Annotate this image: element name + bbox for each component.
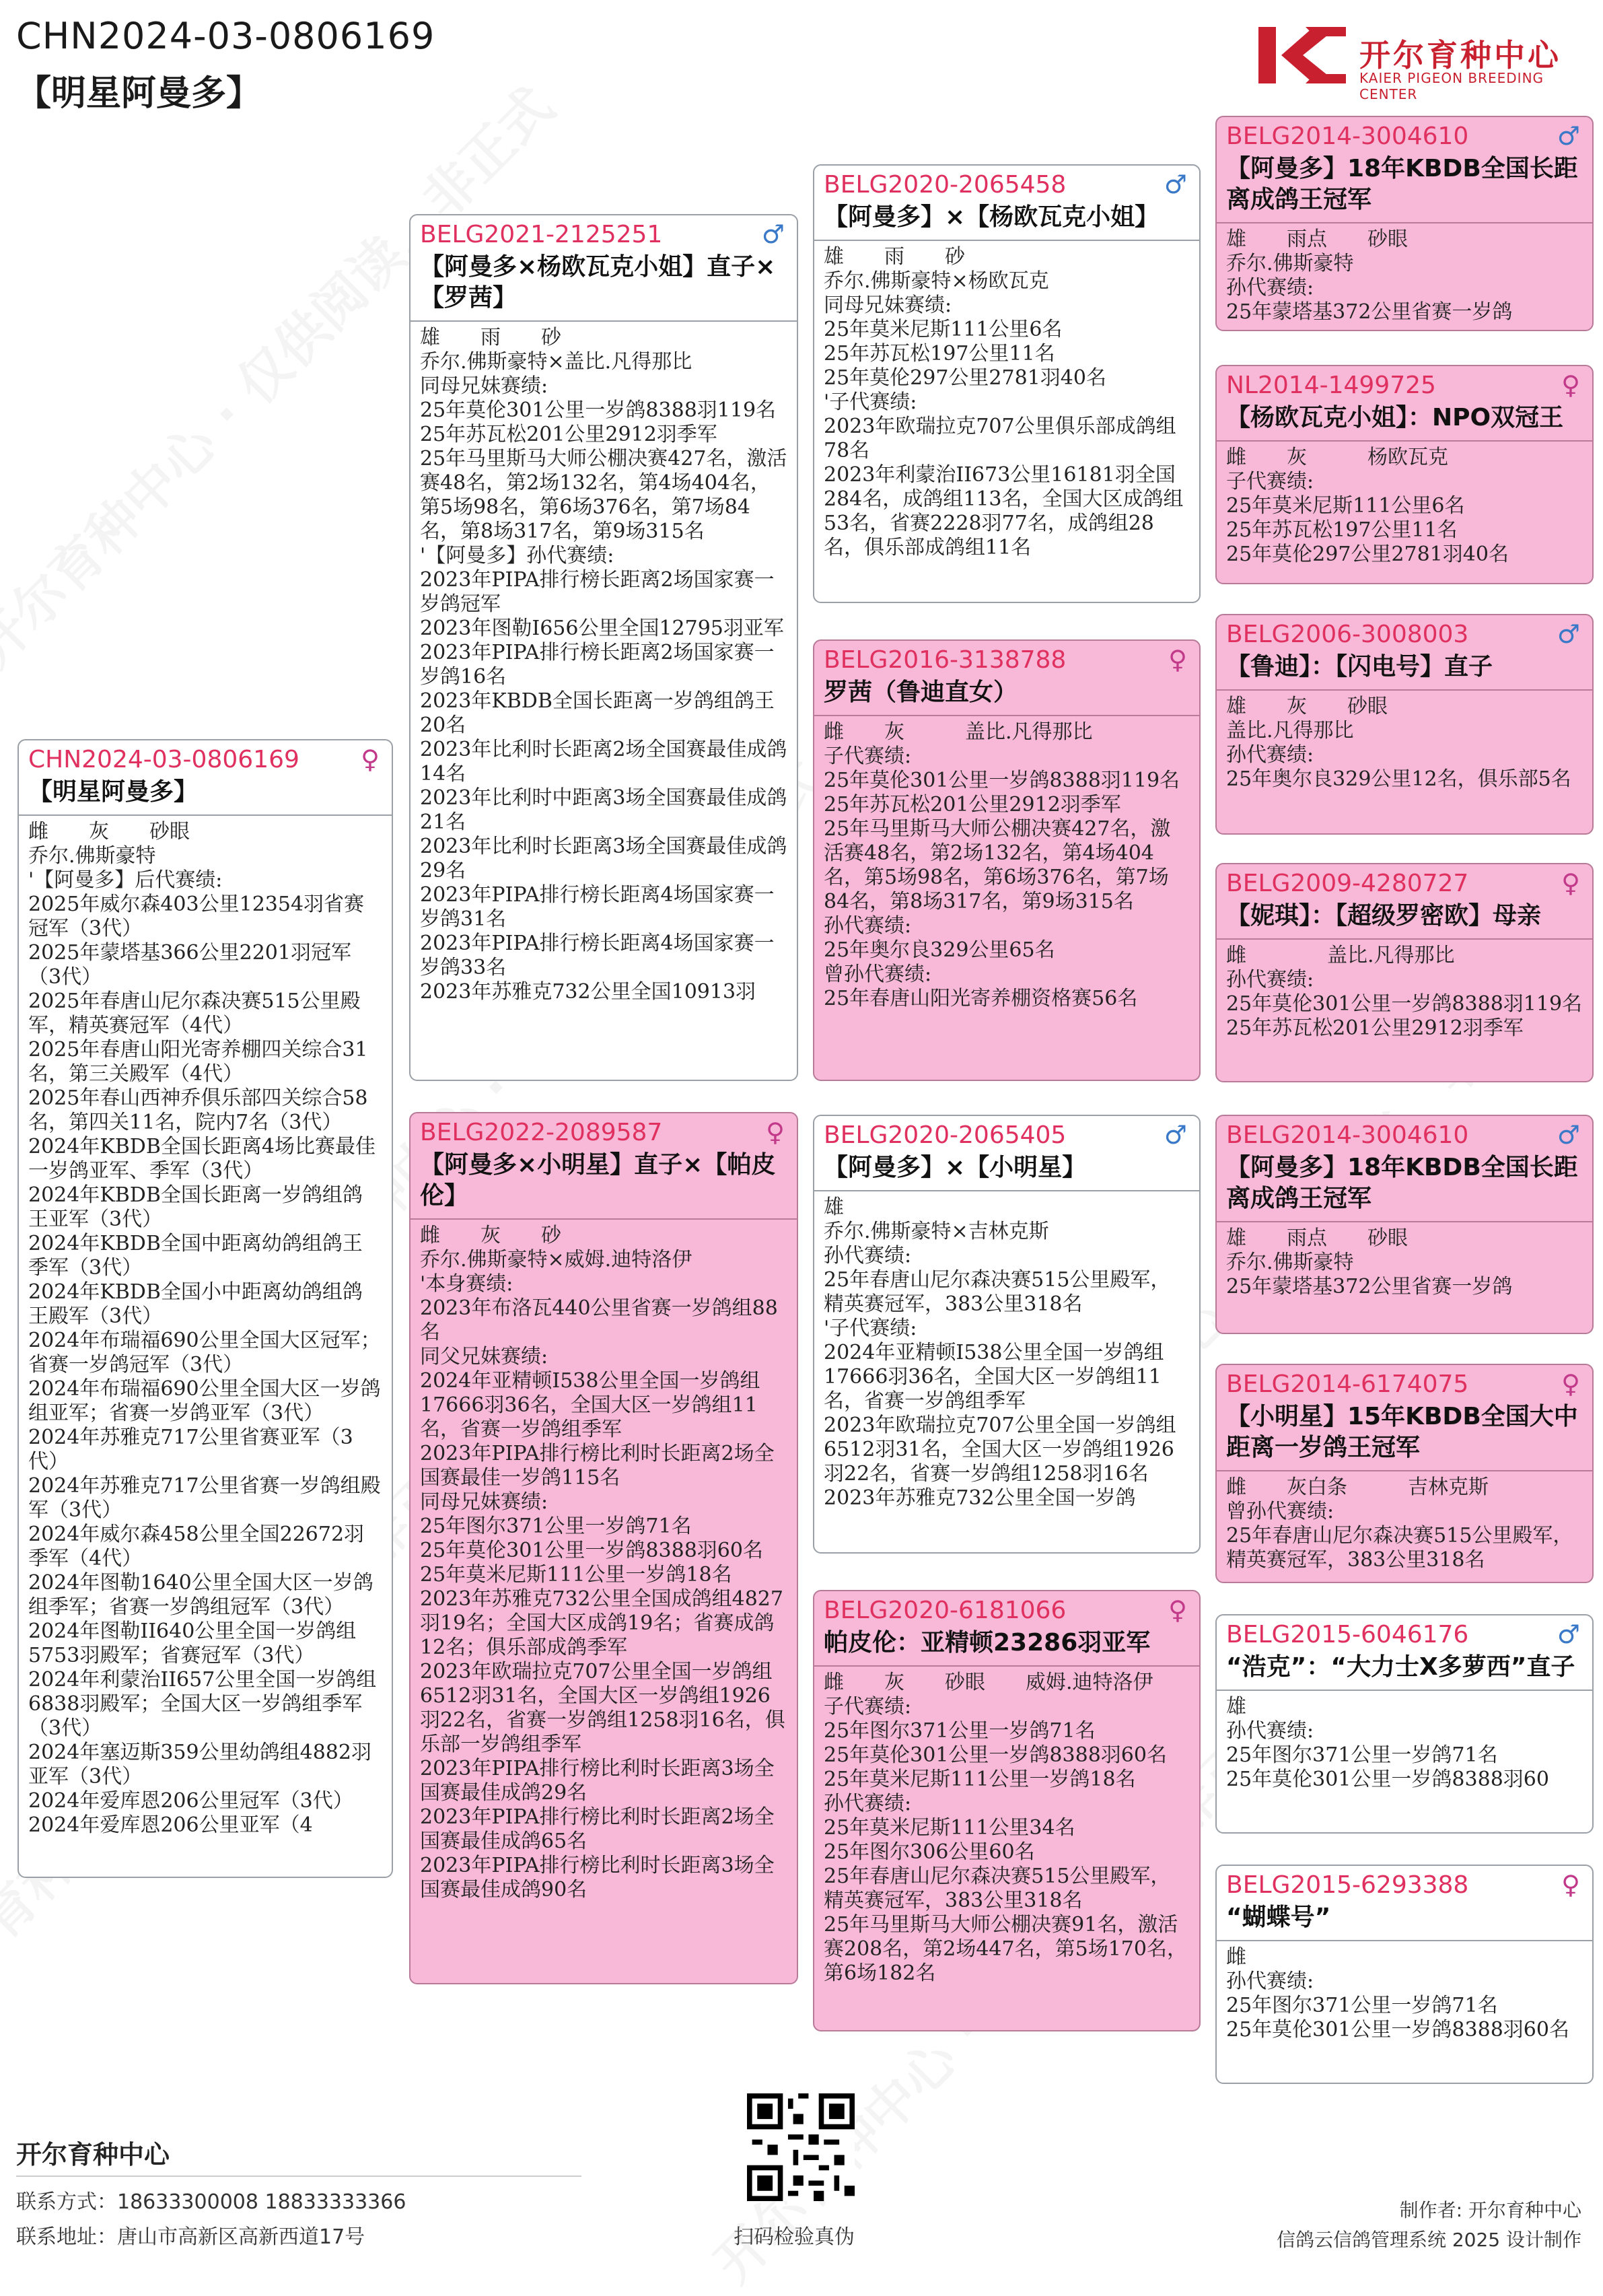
card-body: 雄 雨点 砂眼 乔尔.佛斯豪特 孙代赛绩: 25年蒙塔基372公里省赛一岁鸽 xyxy=(1226,228,1513,324)
ring-number: BELG2015-6293388 xyxy=(1226,1871,1469,1899)
ring-number: BELG2016-3138788 xyxy=(824,646,1067,674)
footer-address: 联系地址：唐山市高新区高新西道17号 xyxy=(16,2225,365,2249)
male-icon: ♂ xyxy=(1557,121,1580,151)
footer-contact: 联系方式：18633300008 18833333366 xyxy=(16,2190,406,2214)
ring-number: BELG2020-2065458 xyxy=(824,171,1067,199)
pedigree-card-ssd[interactable] xyxy=(1215,365,1594,584)
card-title: 【杨欧瓦克小姐】：NPO双冠王 xyxy=(1217,403,1592,442)
logo-text-cn: 开尔育种中心 xyxy=(1359,37,1561,73)
female-icon: ♀ xyxy=(1561,1369,1580,1399)
card-body: 雌 灰 砂眼 乔尔.佛斯豪特 '【阿曼多】后代赛绩: 2025年威尔森403公里12354羽省赛冠军（3代） 2025年蒙塔基366公里2201羽冠军（3代） 2025年春唐山尼尔森决赛515公里殿军，精英赛冠军（4代） 2025年春唐山阳光寄养棚四关综合31名，第三关殿军（4代） 2025年春山西神乔俱乐部四关综合58名，第四关11名，院内7名（3代） 2024年KBDB全国长距离4场比赛最佳一岁鸽亚军、季军（3代） 2024年KBDB全国长距离一岁鸽组鸽王亚军（3代） 2024年KBDB全国中距离幼鸽组鸽王季军（3代） 2024年KBDB全国小中距离幼鸽组鸽王殿军（3代） 2024年布瑞福690公里全国大区冠军；省赛一岁鸽冠军（3代） 2024年布瑞福690公里全国大区一岁鸽组亚军；省赛一岁鸽亚军（3代） 2024年苏雅克717公里省赛亚军（3代） 2024年苏雅克717公里省赛一岁鸽组殿军（3代） 2024年威尔森458公里全国22672羽季军（4代） 2024年图勒1640公里全国大区一岁鸽组季军；省赛一岁鸽组冠军（3代） 2024年图勒II640公里全国一岁鸽组5753羽殿军；省赛冠军（3代） 2024年利蒙治II657公里全国一岁鸽组6838羽殿军；全国大区一岁鸽组季军（3代） 2024年塞迈斯359公里幼鸽组4882羽亚军（3代） 2024年爱库恩206公里冠军（3代） 2024年爱库恩206公里亚军（4 xyxy=(28,820,381,1837)
pedigree-card-sds[interactable] xyxy=(1215,614,1594,835)
pedigree-card-sire[interactable] xyxy=(409,214,798,1081)
card-body: 雄 雨点 砂眼 乔尔.佛斯豪特 25年蒙塔基372公里省赛一岁鸽 xyxy=(1226,1226,1513,1298)
pedigree-card-ddd[interactable] xyxy=(1215,1865,1594,2084)
qr-label: 扫码检验真伪 xyxy=(734,2225,855,2249)
female-icon: ♀ xyxy=(361,744,380,774)
ring-number: BELG2014-3004610 xyxy=(1226,123,1469,150)
female-icon: ♀ xyxy=(766,1117,785,1147)
card-body: 雌 孙代赛绩: 25年图尔371公里一岁鸽71名 25年莫伦301公里一岁鸽8388羽60名 xyxy=(1226,1945,1569,2042)
card-title: “浩克”：“大力士X多萝西”直子 xyxy=(1217,1652,1592,1691)
pedigree-card-sdd[interactable] xyxy=(1215,863,1594,1082)
ring-number: BELG2021-2125251 xyxy=(420,221,663,248)
female-icon: ♀ xyxy=(1561,1870,1580,1900)
card-title: 【阿曼多×杨欧瓦克小姐】直子×【罗茜】 xyxy=(411,252,797,322)
card-title: 【阿曼多】18年KBDB全国长距离成鸽王冠军 xyxy=(1217,153,1592,223)
qr-code-icon[interactable] xyxy=(747,2093,855,2201)
ring-number: BELG2009-4280727 xyxy=(1226,870,1469,897)
pedigree-card-self[interactable] xyxy=(17,739,393,1878)
ring-number: BELG2020-2065405 xyxy=(824,1121,1067,1149)
male-icon: ♂ xyxy=(1557,619,1580,649)
ring-number: BELG2006-3008003 xyxy=(1226,621,1469,648)
female-icon: ♀ xyxy=(1561,868,1580,898)
pedigree-card-dam-sire[interactable] xyxy=(813,1115,1201,1554)
male-icon: ♂ xyxy=(761,219,785,249)
card-body: 雄 孙代赛绩: 25年图尔371公里一岁鸽71名 25年莫伦301公里一岁鸽8388羽60 xyxy=(1226,1695,1549,1791)
pedigree-card-dsd[interactable] xyxy=(1215,1364,1594,1583)
card-title: 【阿曼多】×【小明星】 xyxy=(814,1152,1199,1191)
card-body: 雌 灰 盖比.凡得那比 子代赛绩: 25年莫伦301公里一岁鸽8388羽119名 25年苏瓦松201公里2912羽季军 25年马里斯马大师公棚决赛427名，激活赛48名，第2场132名，第4场404名，第5场98名，第6场376名，第7场84名，第8场317名，第9场315名 孙代赛绩: 25年奥尔良329公里65名 曾孙代赛绩: 25年春唐山阳光寄养棚资格赛56名 xyxy=(824,720,1180,1010)
pedigree-card-dam[interactable] xyxy=(409,1112,798,1984)
ring-number: BELG2014-6174075 xyxy=(1226,1370,1469,1398)
card-title: 【小明星】15年KBDB全国大中距离一岁鸽王冠军 xyxy=(1217,1401,1592,1471)
card-body: 雄 雨 砂 乔尔.佛斯豪特×盖比.凡得那比 同母兄妹赛绩: 25年莫伦301公里一岁鸽8388羽119名 25年苏瓦松201公里2912羽季军 25年马里斯马大师公棚决赛427名，激活赛48名，第2场132名，第4场404名，第5场98名，第6场376名，第7场84名，第8场317名，第9场315名 '【阿曼多】孙代赛绩: 2023年PIPA排行榜长距离2场国家赛一岁鸽冠军 2023年图勒I656公里全国12795羽亚军 2023年PIPA排行榜长距离2场国家赛一岁鸽16名 2023年KBDB全国长距离一岁鸽组鸽王20名 2023年比利时长距离2场全国赛最佳成鸽14名 2023年比利时中距离3场全国赛最佳成鸽21名 2023年比利时长距离3场全国赛最佳成鸽29名 2023年PIPA排行榜长距离4场国家赛一岁鸽31名 2023年PIPA排行榜长距离4场国家赛一岁鸽33名 2023年苏雅克732公里全国10913羽 xyxy=(420,326,787,1004)
page-pigeon-name: 【明星阿曼多】 xyxy=(16,73,262,114)
pedigree-card-dss[interactable] xyxy=(1215,1115,1594,1334)
card-body: 雌 灰 砂 乔尔.佛斯豪特×威姆.迪特洛伊 '本身赛绩: 2023年布洛瓦440公里省赛一岁鸽组88名 同父兄妹赛绩: 2024年亚精顿I538公里全国一岁鸽组17666羽36名，全国大区一岁鸽组11名，省赛一岁鸽组季军 2023年PIPA排行榜比利时长距离2场全国赛最佳一岁鸽115名 同母兄妹赛绩: 25年图尔371公里一岁鸽71名 25年莫伦301公里一岁鸽8388羽60名 25年莫米尼斯111公里一岁鸽18名 2023年苏雅克732公里全国成鸽组4827羽19名；全国大区成鸽19名；省赛成鸽12名；俱乐部成鸽季军 2023年欧瑞拉克707公里全国一岁鸽组6512羽31名，全国大区一岁鸽组1926羽22名，省赛一岁鸽组1258羽16名，俱乐部一岁鸽组季军 2023年PIPA排行榜比利时长距离3场全国赛最佳成鸽29名 2023年PIPA排行榜比利时长距离2场全国赛最佳成鸽65名 2023年PIPA排行榜比利时长距离3场全国赛最佳成鸽90名 xyxy=(420,1224,785,1902)
card-title: 帕皮伦：亚精顿23286羽亚军 xyxy=(814,1628,1199,1667)
card-title: 罗茜（鲁迪直女） xyxy=(814,677,1199,716)
card-title: 【鲁迪】：【闪电号】直子 xyxy=(1217,652,1592,691)
card-title: 【明星阿曼多】 xyxy=(19,777,392,816)
ring-number: CHN2024-03-0806169 xyxy=(28,746,299,773)
card-body: 雌 盖比.凡得那比 孙代赛绩: 25年莫伦301公里一岁鸽8388羽119名 25年苏瓦松201公里2912羽季军 xyxy=(1226,944,1583,1040)
logo-text-en: KAIER PIGEON BREEDING CENTER xyxy=(1359,70,1544,102)
ring-number: BELG2015-6046176 xyxy=(1226,1621,1469,1648)
maker-credit: 制作者: 开尔育种中心 xyxy=(1399,2199,1581,2221)
ring-number: NL2014-1499725 xyxy=(1226,372,1436,399)
logo xyxy=(1258,27,1581,102)
pedigree-card-dam-dam[interactable] xyxy=(813,1590,1201,2031)
ring-number: BELG2020-6181066 xyxy=(824,1597,1067,1624)
pedigree-card-sss[interactable] xyxy=(1215,116,1594,331)
footer-org: 开尔育种中心 xyxy=(16,2140,170,2169)
card-title: 【妮琪】：【超级罗密欧】母亲 xyxy=(1217,901,1592,940)
pedigree-card-sire-sire[interactable] xyxy=(813,164,1201,603)
pedigree-card-dds[interactable] xyxy=(1215,1614,1594,1834)
pedigree-card-sire-dam[interactable] xyxy=(813,639,1201,1081)
card-body: 雌 灰白条 吉林克斯 曾孙代赛绩: 25年春唐山尼尔森决赛515公里殿军，精英赛冠军，383公里318名 xyxy=(1226,1475,1573,1572)
card-body: 雌 灰 砂眼 威姆.迪特洛伊 子代赛绩: 25年图尔371公里一岁鸽71名 25年莫伦301公里一岁鸽8388羽60名 25年莫米尼斯111公里一岁鸽18名 孙代赛绩: 25年莫米尼斯111公里34名 25年图尔306公里60名 25年春唐山尼尔森决赛515公里殿军，精英赛冠军，383公里318名 25年马里斯马大师公棚决赛91名，激活赛208名，第2场447名，第5场170名，第6场182名 xyxy=(824,1671,1187,1985)
card-title: 【阿曼多×小明星】直子×【帕皮伦】 xyxy=(411,1150,797,1220)
footer-divider xyxy=(16,2176,581,2177)
card-title: 【阿曼多】18年KBDB全国长距离成鸽王冠军 xyxy=(1217,1152,1592,1222)
male-icon: ♂ xyxy=(1557,1120,1580,1150)
ring-number: BELG2014-3004610 xyxy=(1226,1121,1469,1149)
ring-number: BELG2022-2089587 xyxy=(420,1119,663,1146)
card-title: 【阿曼多】×【杨欧瓦克小姐】 xyxy=(814,202,1199,241)
male-icon: ♂ xyxy=(1164,170,1187,199)
male-icon: ♂ xyxy=(1164,1120,1187,1150)
card-body: 雄 灰 砂眼 盖比.凡得那比 孙代赛绩: 25年奥尔良329公里12名，俱乐部5名 xyxy=(1226,695,1571,791)
system-credit: 信鸽云信鸽管理系统 2025 设计制作 xyxy=(1276,2229,1581,2251)
page-ring-number: CHN2024-03-0806169 xyxy=(16,15,435,57)
card-body: 雄 雨 砂 乔尔.佛斯豪特×杨欧瓦克 同母兄妹赛绩: 25年莫米尼斯111公里6名 25年苏瓦松197公里11名 25年莫伦297公里2781羽40名 '子代赛绩: 2023年欧瑞拉克707公里俱乐部成鸽组78名 2023年利蒙治II673公里16181羽全国284名，成鸽组113名，全国大区成鸽组53名，省赛2228羽77名，成鸽组28名，俱乐部成鸽组11名 xyxy=(824,245,1184,559)
card-title: “蝴蝶号” xyxy=(1217,1902,1592,1941)
card-body: 雌 灰 杨欧瓦克 子代赛绩: 25年莫米尼斯111公里6名 25年苏瓦松197公里11名 25年莫伦297公里2781羽40名 xyxy=(1226,446,1509,566)
female-icon: ♀ xyxy=(1561,370,1580,400)
card-body: 雄 乔尔.佛斯豪特×吉林克斯 孙代赛绩: 25年春唐山尼尔森决赛515公里殿军，精英赛冠军，383公里318名 '子代赛绩: 2024年亚精顿I538公里全国一岁鸽组17666羽36名，全国大区一岁鸽组11名，省赛一岁鸽组季军 2023年欧瑞拉克707公里全国一岁鸽组6512羽31名，全国大区一岁鸽组1926羽22名，省赛一岁鸽组1258羽16名 2023年苏雅克732公里全国一岁鸽 xyxy=(824,1195,1176,1510)
female-icon: ♀ xyxy=(1168,645,1187,674)
male-icon: ♂ xyxy=(1557,1620,1580,1649)
logo-mark-icon xyxy=(1258,27,1346,83)
female-icon: ♀ xyxy=(1168,1595,1187,1625)
